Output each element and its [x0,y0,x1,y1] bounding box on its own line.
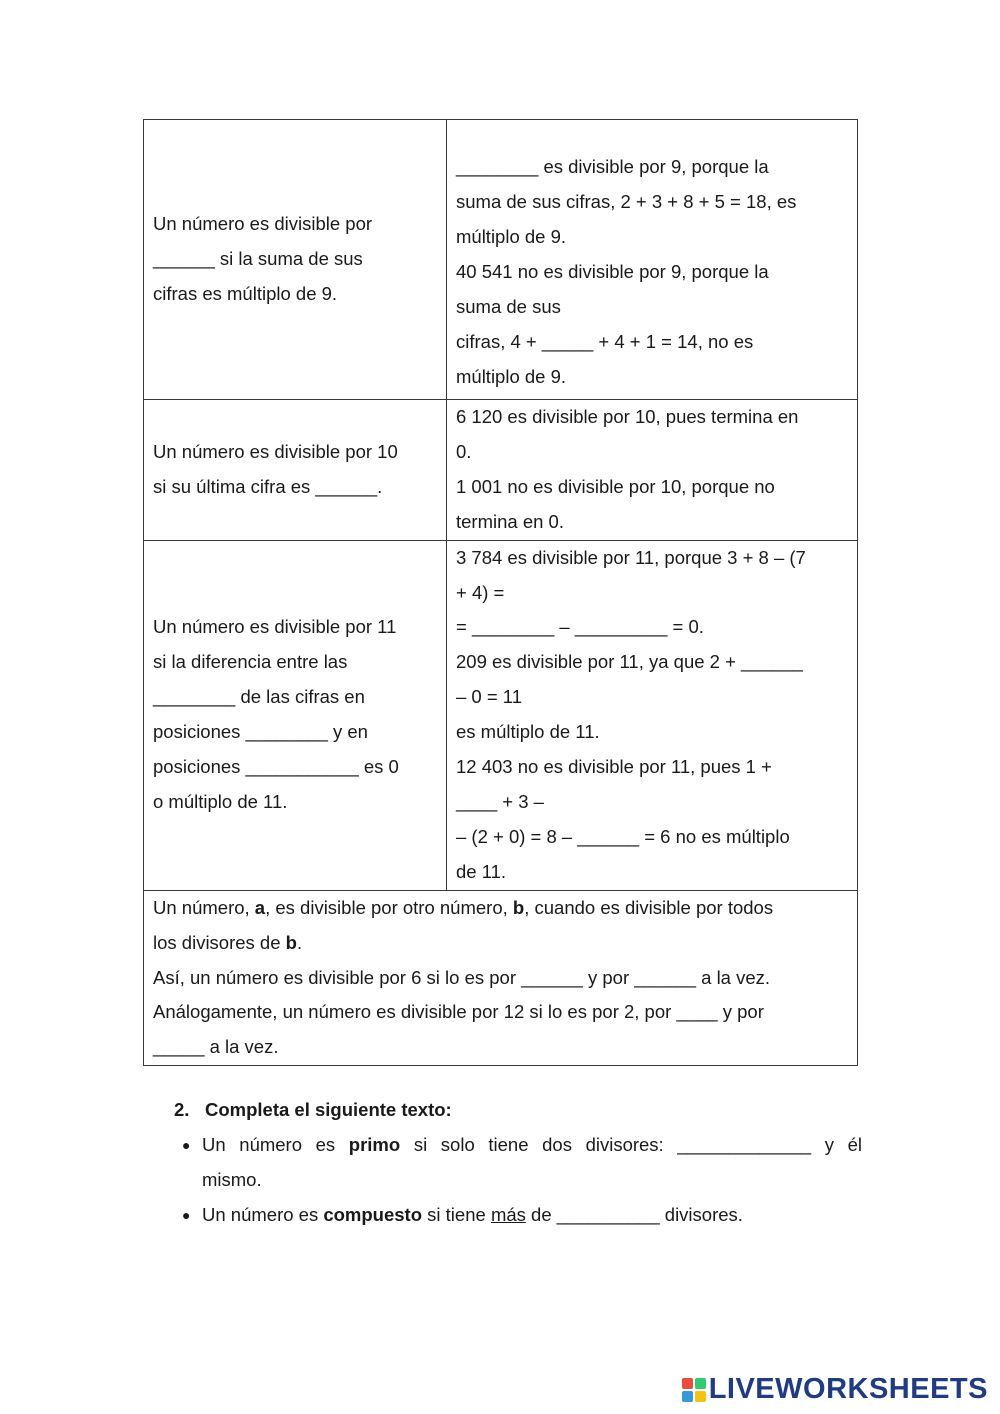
exercise-list [172,1128,862,1233]
table-row [144,540,858,890]
text-line: ______ si la suma de sus [153,248,363,270]
text-line: si su última cifra es ______. [153,475,383,497]
keyword-compuesto: compuesto [323,1203,423,1225]
text-span: . [296,931,303,953]
exercise-title-text: Completa el siguiente texto: [205,1099,452,1120]
liveworksheets-logo [682,1373,988,1406]
variable-b: b [512,896,525,918]
bullet-icon: ● [182,1136,191,1153]
text-line: 3 784 es divisible por 11, porque 3 + 8 – (7 [456,546,806,568]
rule-cell [144,540,447,890]
text-span: Un número es [202,1203,324,1225]
text-line [153,926,848,961]
text-line: 12 403 no es divisible por 11, pues 1 + [456,756,772,778]
keyword-primo: primo [348,1133,401,1155]
text-line: 6 120 es divisible por 10, pues termina en [456,406,799,427]
text-line: cifras, 4 + _____ + 4 + 1 = 14, no es [456,330,754,352]
divisibility-rules-table [143,119,858,1066]
exercise-2 [172,1093,862,1233]
text-line: si la diferencia entre las [153,651,348,673]
text-line: + 4) = [456,581,505,603]
exercise-number: 2. [174,1099,190,1120]
text-line: Análogamente, un número es divisible por 12 si lo es por 2, por ____ y por [153,1001,764,1023]
text-line: de 11. [456,860,507,882]
text-line: suma de sus [456,295,561,317]
text-span: si solo tiene dos divisores: _____________ y él [400,1133,862,1155]
text-line: 209 es divisible por 11, ya que 2 + ______ [456,651,803,673]
table-row [144,120,858,400]
text-line [202,1128,862,1163]
example-cell [447,400,858,541]
list-item [172,1128,862,1198]
logo-text: LIVEWORKSHEETS [708,1373,988,1405]
bullet-icon: ● [182,1206,191,1223]
logo-square [682,1391,693,1402]
text-line: Un número es divisible por 10 [153,440,398,462]
list-item [172,1198,862,1233]
rule-cell [144,120,447,400]
text-line: ________ es divisible por 9, porque la [456,156,769,178]
text-line: = ________ – _________ = 0. [456,616,704,638]
logo-square [682,1378,693,1389]
text-line: – (2 + 0) = 8 – ______ = 6 no es múltiplo [456,825,790,847]
variable-a: a [254,896,266,918]
text-line: – 0 = 11 [456,686,523,708]
logo-square [695,1378,706,1389]
exercise-title [172,1093,862,1128]
table-row [144,890,858,1066]
text-line: Un número es divisible por [153,213,373,235]
text-line: Un número es divisible por 11 [153,616,397,638]
logo-icon [682,1378,706,1402]
text-span: si tiene [422,1203,491,1225]
text-line: o múltiplo de 11. [153,790,288,812]
text-line: cifras es múltiplo de 9. [153,282,338,304]
text-line: suma de sus cifras, 2 + 3 + 8 + 5 = 18, es [456,191,797,213]
text-line [202,1198,862,1233]
text-line: posiciones ________ y en [153,721,368,743]
example-cell [447,120,858,400]
text-span: Un número, [153,896,255,918]
text-line: múltiplo de 9. [456,226,567,248]
text-line: _____ a la vez. [153,1036,279,1058]
logo-square [695,1391,706,1402]
text-span: los divisores de [153,931,286,953]
text-line: ________ de las cifras en [153,686,365,708]
text-line: múltiplo de 9. [456,365,567,387]
text-line [153,891,848,926]
text-line: 0. [456,440,472,462]
text-span: , cuando es divisible por todos [524,896,774,918]
text-span: , es divisible por otro número, [265,896,513,918]
variable-b: b [285,931,297,953]
text-line: termina en 0. [456,510,564,532]
text-line: posiciones ___________ es 0 [153,756,399,778]
underlined-word: más [490,1203,526,1225]
text-span: de __________ divisores. [525,1203,743,1225]
text-line: Así, un número es divisible por 6 si lo es por ______ y por ______ a la vez. [153,966,771,988]
rule-cell [144,400,447,541]
text-line: mismo. [202,1168,262,1190]
text-line: 40 541 no es divisible por 9, porque la [456,261,769,283]
text-line: es múltiplo de 11. [456,721,600,743]
footer-cell [144,890,858,1066]
example-cell [447,540,858,890]
text-span: Un número es [202,1133,349,1155]
text-line: 1 001 no es divisible por 10, porque no [456,475,775,497]
text-line: ____ + 3 – [456,790,544,812]
table-row [144,400,858,541]
